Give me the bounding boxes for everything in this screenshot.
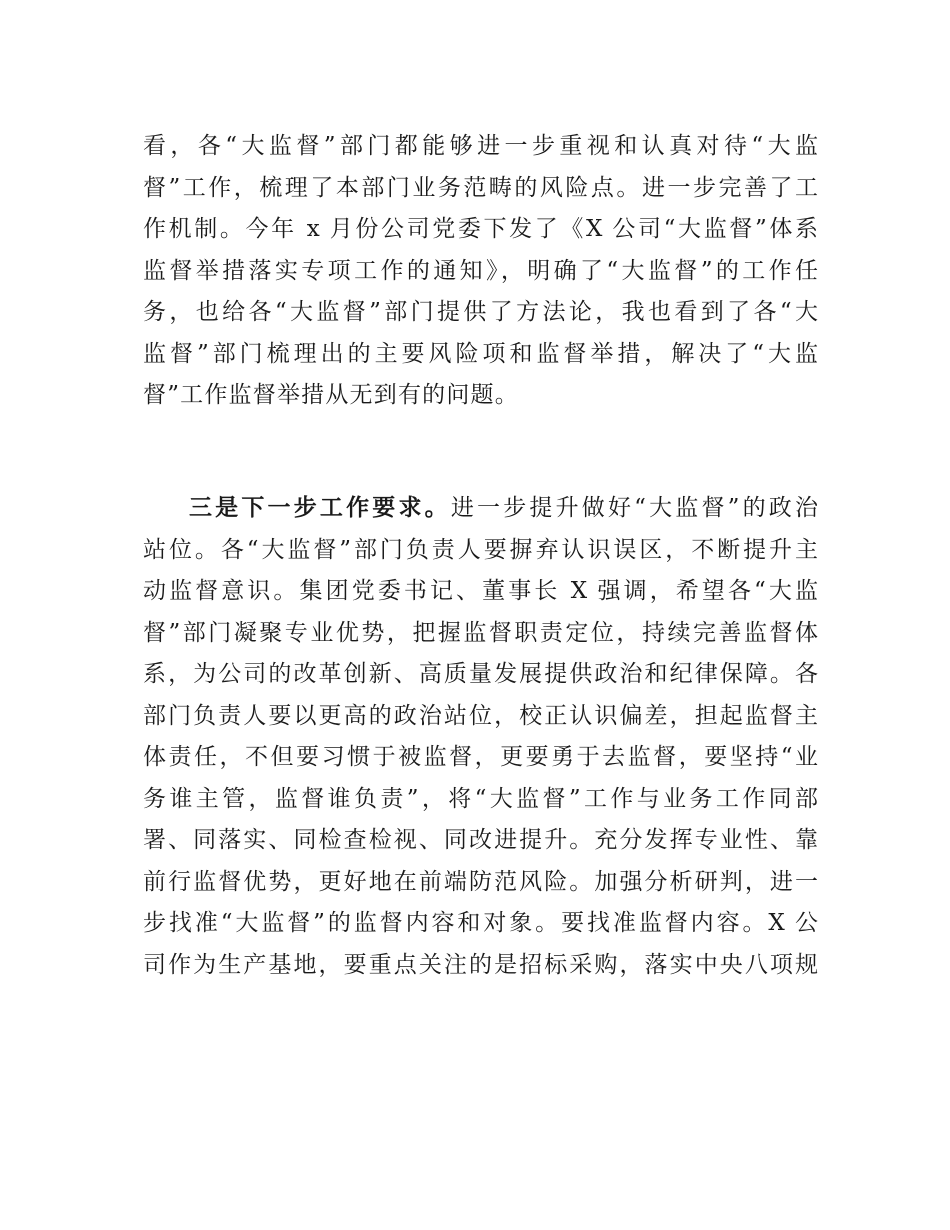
text-line: 系，为公司的改革创新、高质量发展提供政治和纪律保障。各 bbox=[143, 661, 818, 687]
text-fragment: 进一步提升做好“大监督”的政治 bbox=[450, 495, 818, 521]
paragraph-1 bbox=[143, 126, 818, 417]
text-line: 部门负责人要以更高的政治站位，校正认识偏差，担起监督主 bbox=[143, 702, 818, 729]
text-line: 司作为生产基地，要重点关注的是招标采购，落实中央八项规 bbox=[143, 951, 818, 978]
text-line: 督”部门凝聚专业优势，把握监督职责定位，持续完善监督体 bbox=[143, 619, 818, 646]
text-line: 前行监督优势，更好地在前端防范风险。加强分析研判，进一 bbox=[143, 868, 818, 895]
text-line: 作机制。今年 x 月份公司党委下发了《X 公司“大监督”体系 bbox=[143, 216, 818, 242]
text-line: 监督”部门梳理出的主要风险项和监督举措，解决了“大监 bbox=[143, 340, 818, 367]
text-line: 督”工作，梳理了本部门业务范畴的风险点。进一步完善了工 bbox=[143, 174, 818, 201]
text-line: 督”工作监督举措从无到有的问题。 bbox=[143, 382, 519, 408]
text-line-first bbox=[143, 488, 818, 530]
paragraph-2 bbox=[143, 488, 818, 986]
text-line: 体责任，不但要习惯于被监督，更要勇于去监督，要坚持“业 bbox=[143, 744, 818, 770]
text-line: 务谁主管，监督谁负责”，将“大监督”工作与业务工作同部 bbox=[143, 785, 818, 812]
text-line: 署、同落实、同检查检视、同改进提升。充分发挥专业性、靠 bbox=[143, 827, 818, 853]
section-heading-lead: 三是下一步工作要求。 bbox=[189, 495, 451, 521]
text-line: 站位。各“大监督”部门负责人要摒弃认识误区，不断提升主 bbox=[143, 536, 818, 563]
text-line: 步找准“大监督”的监督内容和对象。要找准监督内容。X 公 bbox=[143, 910, 818, 936]
text-line: 看，各“大监督”部门都能够进一步重视和认真对待“大监 bbox=[143, 133, 818, 159]
text-line: 务，也给各“大监督”部门提供了方法论，我也看到了各“大 bbox=[143, 299, 818, 325]
text-line: 动监督意识。集团党委书记、董事长 X 强调，希望各“大监 bbox=[143, 578, 818, 604]
text-line: 监督举措落实专项工作的通知》，明确了“大监督”的工作任 bbox=[143, 257, 818, 284]
